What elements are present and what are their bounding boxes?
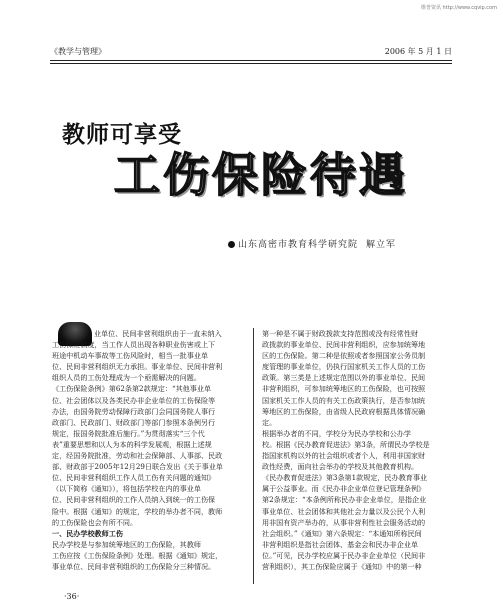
author-line bbox=[228, 237, 396, 250]
text-line: 位、民间非营利组织无力承担。事业单位、民间非营利 bbox=[52, 362, 223, 372]
text-line: 规定，报国务院批准后施行。”为贯彻落实“三个代 bbox=[52, 428, 205, 438]
text-line: 用非国有资产举办的，从事非营利性社会服务活动的 bbox=[262, 517, 426, 527]
watermark: 维普资讯 http://www.cqvip.com bbox=[420, 5, 497, 11]
text-line: 第一种是不属于财政拨款支持范围或没有经常性财 bbox=[262, 329, 419, 338]
text-line: 位、民间非营利组织的工作人员纳入到统一的工伤保 bbox=[52, 495, 216, 505]
header-rule-bottom bbox=[50, 63, 452, 64]
text-line: 表”重要思想和以人为本的科学发展观，根据上述规 bbox=[52, 439, 212, 449]
text-line: 事业单位、民间非营利组织的工伤保险分三种情况。 bbox=[52, 561, 216, 571]
column-divider bbox=[253, 328, 254, 584]
page-number: ·36· bbox=[64, 592, 80, 601]
text-line: 业单位、民间非营利组织由于一直未纳入 bbox=[94, 329, 222, 338]
article-title-line1: 教师可享受 bbox=[62, 122, 182, 148]
text-line: 工伤应按《工伤保险条例》处理。根据《通知》规定， bbox=[52, 550, 223, 560]
text-line: 事业单位、社会团体和其他社会力量以及公民个人利 bbox=[262, 506, 426, 516]
text-line: 位、民间非营利组织工作人员工伤有关问题的通知》 bbox=[52, 473, 216, 483]
text-line: 区的工伤保险。第二种是依照或者参照国家公务员制 bbox=[262, 351, 426, 361]
text-line: 社会组织。”《通知》第六条规定：“本通知所称民间 bbox=[262, 528, 422, 538]
author-affiliation: 山东高密市教育科学研究院 bbox=[238, 240, 359, 250]
header-rule-top bbox=[50, 60, 452, 61]
text-line: 办法，由国务院劳动保障行政部门会同国务院人事行 bbox=[52, 406, 216, 416]
text-line: 非营利组织是指社会团体、基金会和民办非企业单 bbox=[262, 539, 419, 549]
text-line: 位、社会团体以及各类民办非企业单位的工伤保险等 bbox=[52, 395, 216, 405]
text-line: 定，经国务院批准，劳动和社会保障部、人事部、民政 bbox=[52, 451, 223, 461]
text-line: 第2条规定：“本条例所称民办非企业单位，是指企业 bbox=[262, 495, 427, 505]
text-line: 的工伤保险也会有所不同。 bbox=[52, 517, 138, 527]
text-line: 度管理的事业单位，仍执行国家机关工作人员的工伤 bbox=[262, 362, 426, 372]
text-line: 国家机关工作人员的有关工伤政策执行，是否参加统 bbox=[262, 395, 426, 405]
left-column bbox=[52, 328, 240, 572]
text-line: 定。 bbox=[262, 417, 277, 427]
text-line: 部、财政部于2005年12月29日联合发出《关于事业单 bbox=[52, 462, 223, 472]
text-line: （以下简称《通知》），将包括学校在内的事业单 bbox=[52, 484, 201, 494]
bullet-icon bbox=[228, 241, 235, 248]
text-line: 工伤保险制度，当工作人员出现各种职业伤害或上下 bbox=[52, 340, 216, 350]
text-line: 《工伤保险条例》第62条第2款规定：“其他事业单 bbox=[52, 384, 212, 394]
issue-date: 2006 年 5 月 1 日 bbox=[384, 47, 452, 56]
journal-name: 《教学与管理》 bbox=[50, 47, 106, 56]
author-name: 解立军 bbox=[366, 240, 397, 250]
text-line: 组织人员的工伤处理成为一个亟需解决的问题。 bbox=[52, 373, 201, 383]
text-line: 校。根据《民办教育促进法》第3条，所谓民办学校是 bbox=[262, 439, 430, 449]
text-line: 营利组织），其工伤保险应属于《通知》中的第一种 bbox=[262, 561, 422, 571]
text-line: 政性经费，面向社会举办的学校及其他教育机构。 bbox=[262, 462, 419, 472]
text-line: 根据举办者的不同，学校分为民办学校和公办学 bbox=[262, 428, 411, 438]
text-line: 班途中机动车事故等工伤风险时，相当一批事业单 bbox=[52, 351, 209, 361]
text-line: 政策。第三类是上述规定范围以外的事业单位、民间 bbox=[262, 373, 426, 383]
text-line: 政拨款的事业单位、民间非营利组织，应参加统筹地 bbox=[262, 340, 426, 350]
section-heading: 一、民办学校教师工伤 bbox=[52, 528, 123, 538]
text-line: 险中。根据《通知》的规定，学校的举办者不同，教师 bbox=[52, 506, 223, 516]
right-column bbox=[262, 328, 450, 572]
text-line: 指国家机构以外的社会组织或者个人，利用非国家财 bbox=[262, 451, 426, 461]
text-line: 政部门、民政部门、财政部门等部门参照本条例另行 bbox=[52, 417, 216, 427]
text-line: 属于公益事业。而《民办非企业单位登记管理条例》 bbox=[262, 484, 426, 494]
text-line: 民办学校是与参加统筹地区的工伤保险，其教师 bbox=[52, 539, 201, 549]
text-line: 《民办教育促进法》第3条第1款规定，民办教育事业 bbox=[262, 473, 428, 483]
text-line: 非营利组织，可参加统筹地区的工伤保险，也可按照 bbox=[262, 384, 426, 394]
text-line: 筹地区的工伤保险，由省级人民政府根据具体情况确 bbox=[262, 406, 426, 416]
article-title-line2: 工伤保险待遇 bbox=[114, 148, 408, 202]
text-line: 位。”可见，民办学校应属于民办非企业单位（民间非 bbox=[262, 550, 426, 560]
running-header bbox=[50, 47, 452, 57]
